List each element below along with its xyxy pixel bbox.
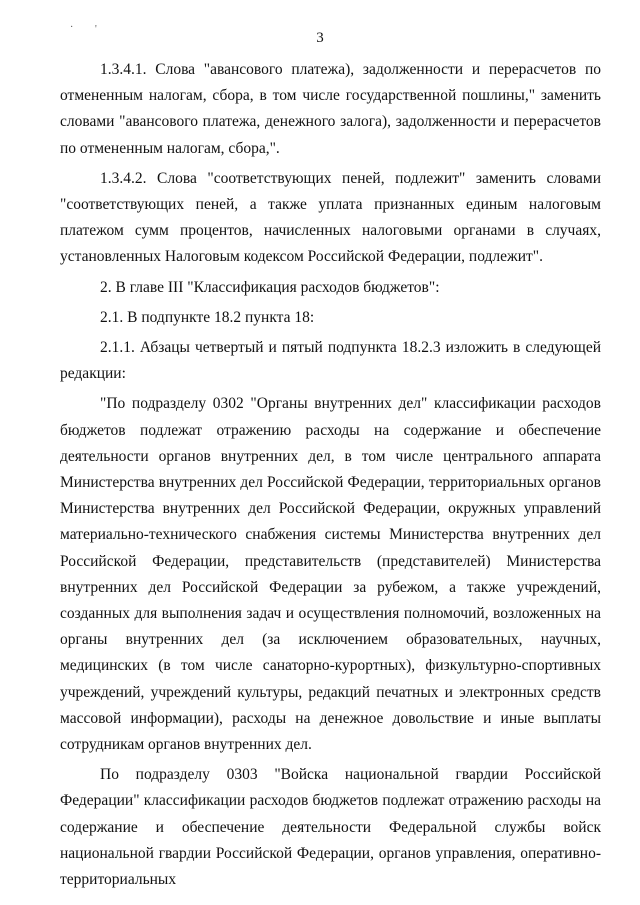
scan-mark: ' [95,24,97,35]
paragraph-2: 2. В главе III "Классификация расходов бюджетов": [100,278,440,296]
scan-mark: · [70,22,74,33]
paragraph-1-3-4-1: 1.3.4.1. Слова "авансового платежа), задолженности и перерасчетов по отмененным налогам, сбора, в том числе государственной пошлины," заменить словами "авансового платежа, денежного залога), задолженности и перерасчетов по отмененным налогам, сбора,". [60,61,601,157]
page-number: 3 [316,30,324,46]
document-body [60,57,601,893]
paragraph-1-3-4-2: 1.3.4.2. Слова "соответствующих пеней, подлежит" заменить словами "соответствующих пеней, а также уплата признанных единым налоговым платежом сумм процентов, начисленных налоговыми органами в случаях, установленных Налоговым кодексом Российской Федерации, подлежит". [60,169,601,266]
paragraph-2-1-1: 2.1.1. Абзацы четвертый и пятый подпункта 18.2.3 изложить в следующей редакции: [60,339,601,383]
paragraph-subsection-0303: По подразделу 0303 "Войска национальной гвардии Российской Федерации" классификации расходов бюджетов подлежат отражению расходы на содержание и обеспечение деятельности Федеральной службы войск национальной гвардии Российской Федерации, органов управления, оперативно-территориальных [60,766,601,889]
paragraph-subsection-0302: "По подразделу 0302 "Органы внутренних дел" классификации расходов бюджетов подлежат отражению расходы на содержание и обеспечение деятельности органов внутренних дел, в том числе центрального аппарата Министерства внутренних дел Российской Федерации, территориальных органов Министерства внутренних дел Российской Федерации, окружных управлений материально-технического снабжения системы Министерства внутренних дел Российской Федерации, представительств (представителей) Министерства внутренних дел Российской Федерации за рубежом, а также учреждений, созданных для выполнения задач и осуществления полномочий, возложенных на органы внутренних дел (за исключением образовательных, научных, медицинских (в том числе санаторно-курортных), физкультурно-спортивных учреждений, учреждений культуры, редакций печатных и электронных средств массовой информации), расходы на денежное довольствие и иные выплаты сотрудникам органов внутренних дел. [60,395,601,754]
paragraph-2-1: 2.1. В подпункте 18.2 пункта 18: [100,308,315,326]
